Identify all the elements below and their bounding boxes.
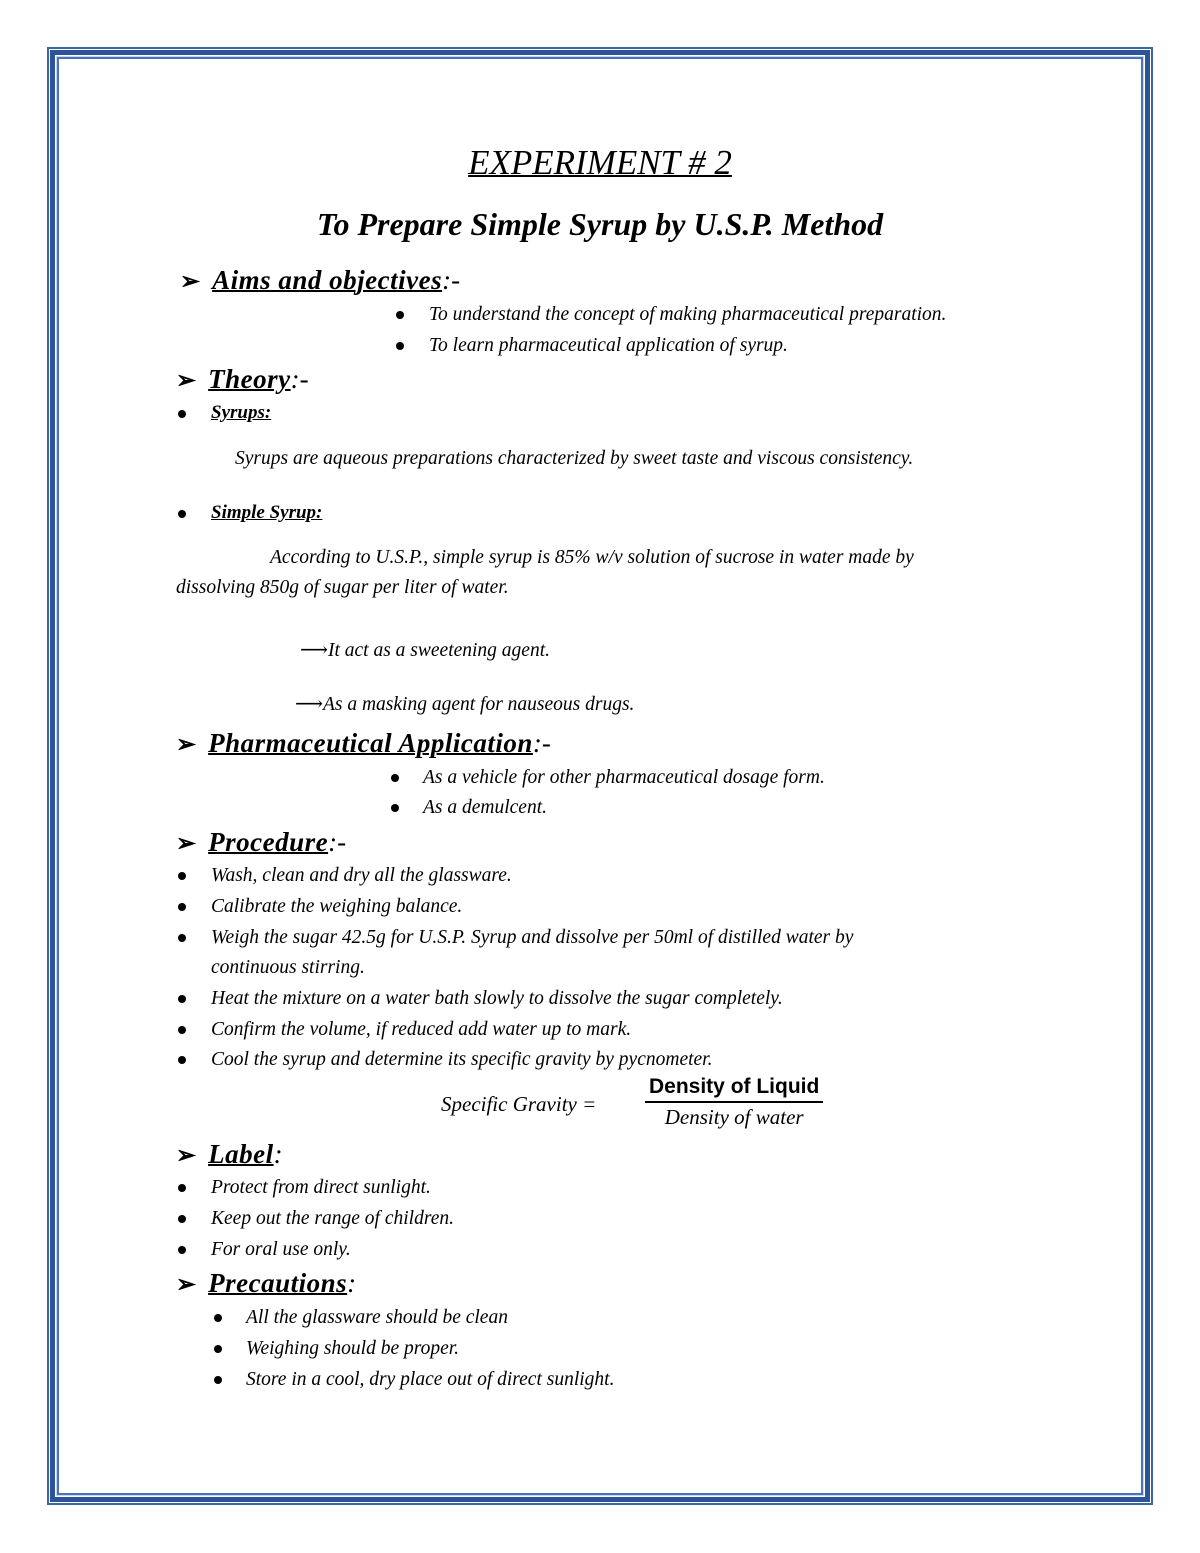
use-item: ⟶It act as a sweetening agent. <box>300 640 551 661</box>
bullet-icon <box>214 1376 222 1384</box>
page-title: EXPERIMENT # 2 <box>468 143 732 182</box>
right-arrow-icon: ⟶ <box>300 640 328 661</box>
formula-denominator: Density of water <box>664 1105 804 1129</box>
procedure-item: Confirm the volume, if reduced add water up to mark. <box>211 1019 632 1040</box>
use-item: ⟶As a masking agent for nauseous drugs. <box>295 694 635 715</box>
label-item: For oral use only. <box>211 1239 351 1260</box>
bullet-icon <box>178 410 186 418</box>
formula-lhs: Specific Gravity = <box>441 1092 597 1116</box>
procedure-item: Cool the syrup and determine its specific gravity by pycnometer. <box>211 1049 713 1070</box>
heading-theory: ➢ Theory:- <box>176 364 309 394</box>
bullet-icon <box>178 1026 186 1034</box>
heading-label: ➢ Label: <box>176 1139 283 1169</box>
application-item: As a vehicle for other pharmaceutical dosage form. <box>423 767 825 788</box>
arrowhead-icon: ➢ <box>176 732 197 758</box>
arrowhead-icon: ➢ <box>176 1272 197 1298</box>
syrups-text: Syrups are aqueous preparations characterized by sweet taste and viscous consistency. <box>235 448 914 469</box>
heading-procedure: ➢ Procedure:- <box>176 827 347 857</box>
bullet-icon <box>214 1314 222 1322</box>
procedure-item: Weigh the sugar 42.5g for U.S.P. Syrup and dissolve per 50ml of distilled water by <box>211 927 854 948</box>
bullet-icon <box>178 1215 186 1223</box>
right-arrow-icon: ⟶ <box>295 694 323 715</box>
procedure-item: Calibrate the weighing balance. <box>211 896 463 917</box>
arrowhead-icon: ➢ <box>176 368 197 394</box>
bullet-icon <box>178 995 186 1003</box>
formula-numerator: Density of Liquid <box>645 1073 823 1103</box>
page-subtitle: To Prepare Simple Syrup by U.S.P. Method <box>316 206 884 242</box>
arrowhead-icon: ➢ <box>180 269 201 295</box>
bullet-icon <box>178 934 186 942</box>
bullet-icon <box>178 1056 186 1064</box>
procedure-item: Heat the mixture on a water bath slowly to dissolve the sugar completely. <box>211 988 783 1009</box>
bullet-icon <box>214 1345 222 1353</box>
syrups-label: Syrups: <box>211 402 272 423</box>
bullet-icon <box>391 774 399 782</box>
bullet-icon <box>396 311 404 319</box>
bullet-icon <box>178 510 186 518</box>
simple-syrup-text: According to U.S.P., simple syrup is 85% w/v solution of sucrose in water made by <box>270 547 914 568</box>
precaution-item: Weighing should be proper. <box>246 1338 460 1359</box>
simple-syrup-text: dissolving 850g of sugar per liter of water. <box>176 577 509 598</box>
label-item: Keep out the range of children. <box>211 1208 454 1229</box>
bullet-icon <box>178 872 186 880</box>
procedure-item-cont: continuous stirring. <box>211 957 365 978</box>
bullet-icon <box>178 1184 186 1192</box>
bullet-icon <box>178 1246 186 1254</box>
arrowhead-icon: ➢ <box>176 1143 197 1169</box>
procedure-item: Wash, clean and dry all the glassware. <box>211 865 512 886</box>
aims-item: To understand the concept of making pharmaceutical preparation. <box>429 304 947 325</box>
precaution-item: Store in a cool, dry place out of direct sunlight. <box>246 1369 615 1390</box>
arrowhead-icon: ➢ <box>176 831 197 857</box>
bullet-icon <box>178 903 186 911</box>
formula-fraction <box>645 1073 823 1131</box>
heading-precautions: ➢ Precautions: <box>176 1268 357 1298</box>
label-item: Protect from direct sunlight. <box>211 1177 431 1198</box>
heading-application: ➢ Pharmaceutical Application:- <box>176 728 551 758</box>
application-item: As a demulcent. <box>423 797 548 818</box>
simple-syrup-label: Simple Syrup: <box>211 502 323 523</box>
aims-item: To learn pharmaceutical application of syrup. <box>429 335 788 356</box>
precaution-item: All the glassware should be clean <box>246 1307 508 1328</box>
heading-aims: ➢ Aims and objectives:- <box>180 265 461 295</box>
bullet-icon <box>396 342 404 350</box>
bullet-icon <box>391 804 399 812</box>
